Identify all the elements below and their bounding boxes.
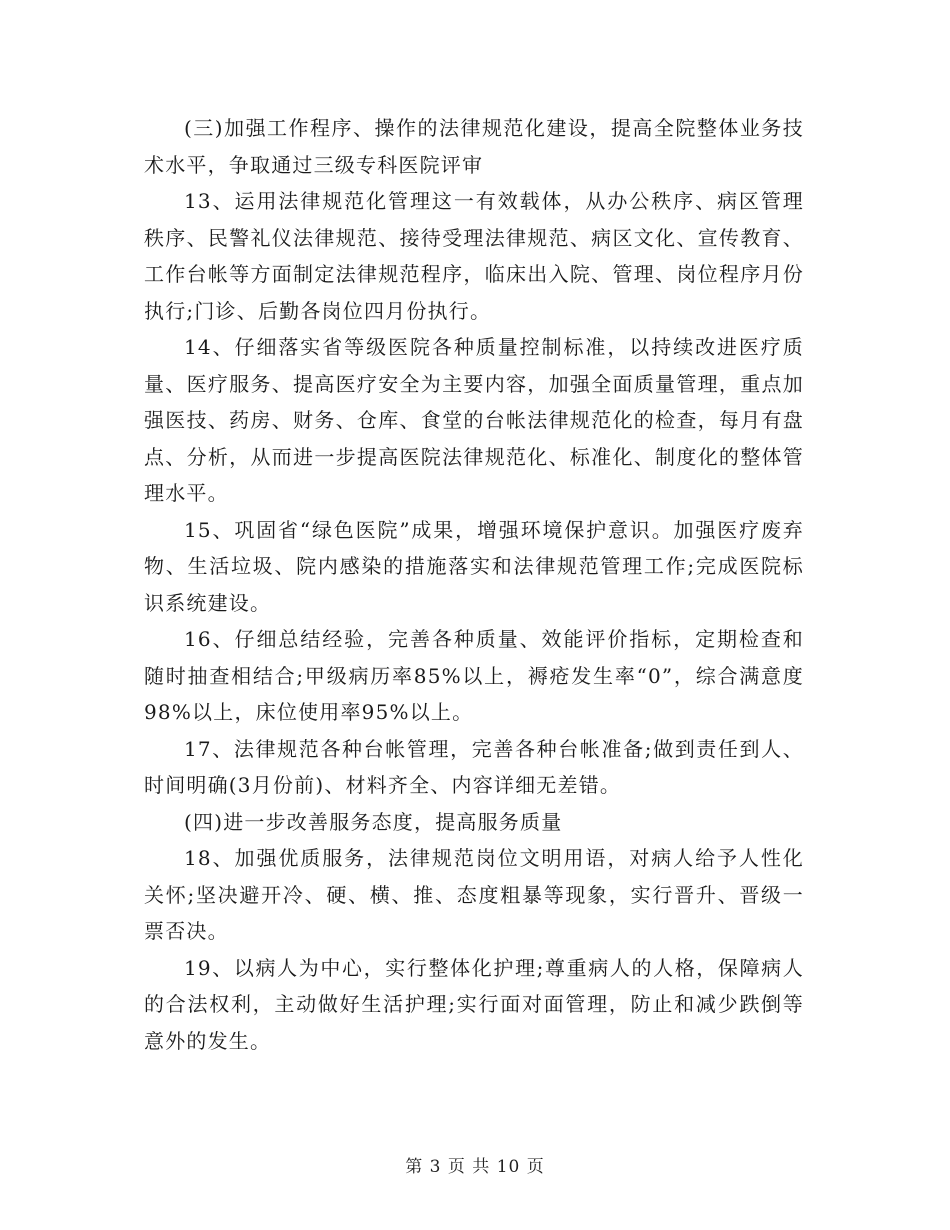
paragraph-item-13: 13、运用法律规范化管理这一有效载体，从办公秩序、病区管理秩序、民警礼仪法律规范、接待受理法律规范、病区文化、宣传教育、工作台帐等方面制定法律规范程序，临床出入院、管理、岗位程序月份执行;门诊、后勤各岗位四月份执行。 — [144, 189, 804, 323]
document-body — [144, 110, 804, 1059]
section-heading-4: (四)进一步改善服务态度，提高服务质量 — [184, 809, 563, 834]
page-number-label: 第 3 页 共 10 页 — [405, 1157, 545, 1177]
paragraph-item-17: 17、法律规范各种台帐管理，完善各种台帐准备;做到责任到人、时间明确(3月份前)、材料齐全、内容详细无差错。 — [144, 736, 804, 797]
paragraph-item-18: 18、加强优质服务，法律规范岗位文明用语，对病人给予人性化关怀;坚决避开冷、硬、横、推、态度粗暴等现象，实行晋升、晋级一票否决。 — [144, 846, 804, 943]
paragraph-item-14: 14、仔细落实省等级医院各种质量控制标准，以持续改进医疗质量、医疗服务、提高医疗安全为主要内容，加强全面质量管理，重点加强医技、药房、财务、仓库、食堂的台帐法律规范化的检查，每月有盘点、分析，从而进一步提高医院法律规范化、标准化、制度化的整体管理水平。 — [144, 335, 804, 505]
paragraph-item-16: 16、仔细总结经验，完善各种质量、效能评价指标，定期检查和随时抽查相结合;甲级病历率85%以上，褥疮发生率“0”，综合满意度98%以上，床位使用率95%以上。 — [144, 627, 804, 724]
page-footer — [0, 1152, 950, 1177]
section-heading-3: (三)加强工作程序、操作的法律规范化建设，提高全院整体业务技术水平，争取通过三级专科医院评审 — [144, 116, 804, 177]
paragraph-item-19: 19、以病人为中心，实行整体化护理;尊重病人的人格，保障病人的合法权利，主动做好生活护理;实行面对面管理，防止和减少跌倒等意外的发生。 — [144, 955, 804, 1053]
paragraph-item-15: 15、巩固省“绿色医院”成果，增强环境保护意识。加强医疗废弃物、生活垃圾、院内感染的措施落实和法律规范管理工作;完成医院标识系统建设。 — [144, 517, 804, 615]
